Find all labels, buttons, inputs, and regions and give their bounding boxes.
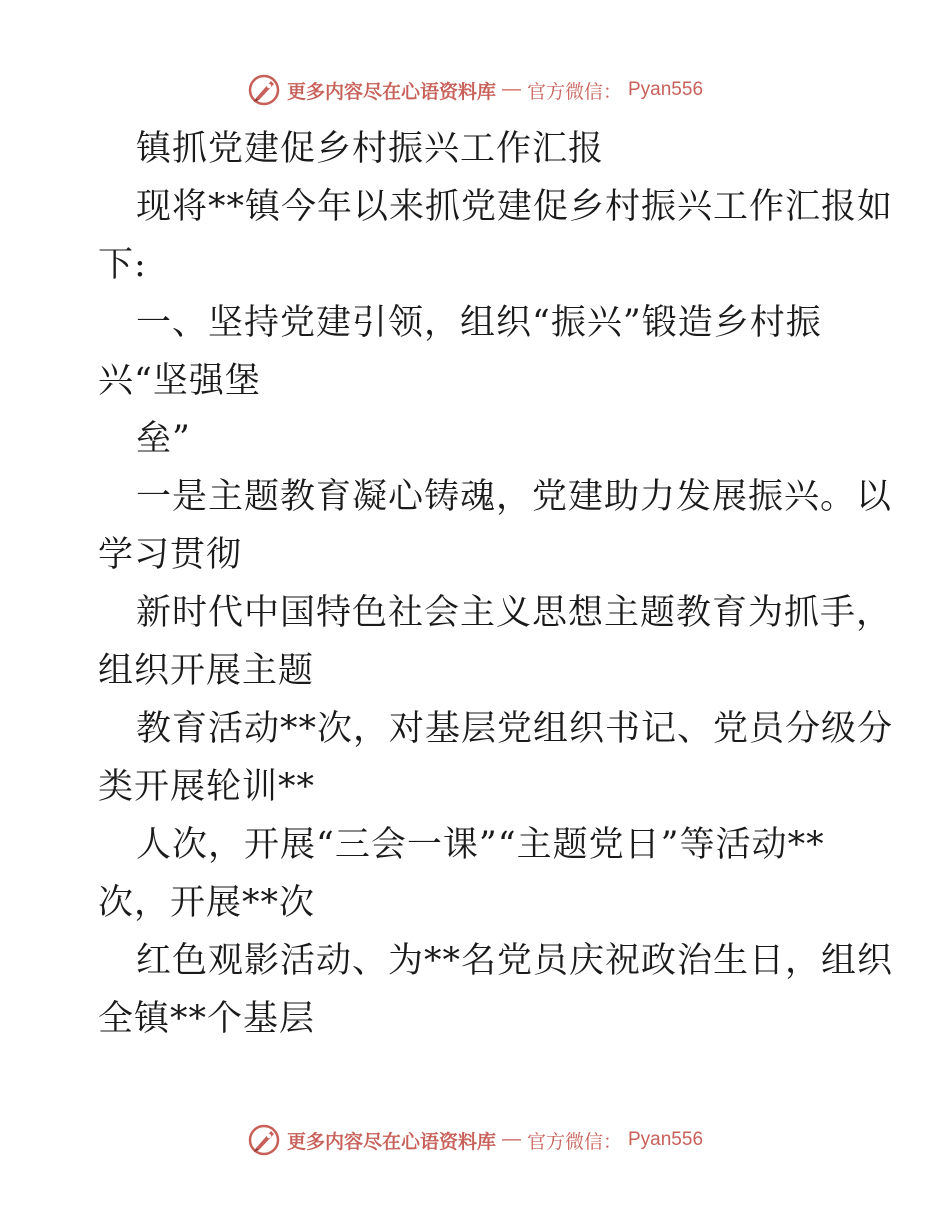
document-body	[98, 120, 894, 1048]
watermark-main-text: 更多内容尽在心语资料库	[286, 1130, 496, 1153]
paragraph-line: 类开展轮训**	[98, 767, 316, 807]
quill-pen-logo-icon	[247, 1123, 281, 1157]
header-watermark	[0, 70, 950, 110]
paragraph-line: 学习贯彻	[98, 535, 243, 575]
watermark-wechat-id: Pyan556	[628, 79, 704, 100]
paragraph-line: 下:	[98, 245, 147, 285]
watermark-separator: —	[501, 79, 521, 100]
paragraph-line: 次，开展**次	[98, 883, 316, 923]
quill-pen-logo-icon	[247, 73, 281, 107]
watermark-separator: —	[501, 1129, 521, 1150]
watermark-tail-text: 官方微信：	[526, 1130, 622, 1153]
section-heading-line: 兴“坚强堡	[98, 361, 261, 401]
section-heading-line: 一、坚持党建引领，组织“振兴”锻造乡村振	[136, 303, 822, 343]
paragraph-line: 一是主题教育凝心铸魂，党建助力发展振兴。以	[136, 477, 893, 517]
section-heading-line: 垒”	[136, 419, 191, 459]
paragraph-line: 新时代中国特色社会主义思想主题教育为抓手，	[136, 593, 893, 633]
paragraph-line: 教育活动**次，对基层党组织书记、党员分级分	[136, 709, 894, 749]
watermark-tail-text: 官方微信：	[526, 80, 622, 103]
paragraph-line: 红色观影活动、为**名党员庆祝政治生日，组织	[136, 941, 894, 981]
paragraph-line: 人次，开展“三会一课”“主题党日”等活动**	[136, 825, 825, 865]
paragraph-line: 组织开展主题	[98, 651, 315, 691]
watermark-wechat-id: Pyan556	[628, 1129, 704, 1150]
footer-watermark	[0, 1120, 950, 1160]
document-title: 镇抓党建促乡村振兴工作汇报	[136, 129, 605, 169]
paragraph-line: 现将**镇今年以来抓党建促乡村振兴工作汇报如	[136, 187, 894, 227]
paragraph-line: 全镇**个基层	[98, 999, 316, 1039]
watermark-main-text: 更多内容尽在心语资料库	[286, 80, 496, 103]
